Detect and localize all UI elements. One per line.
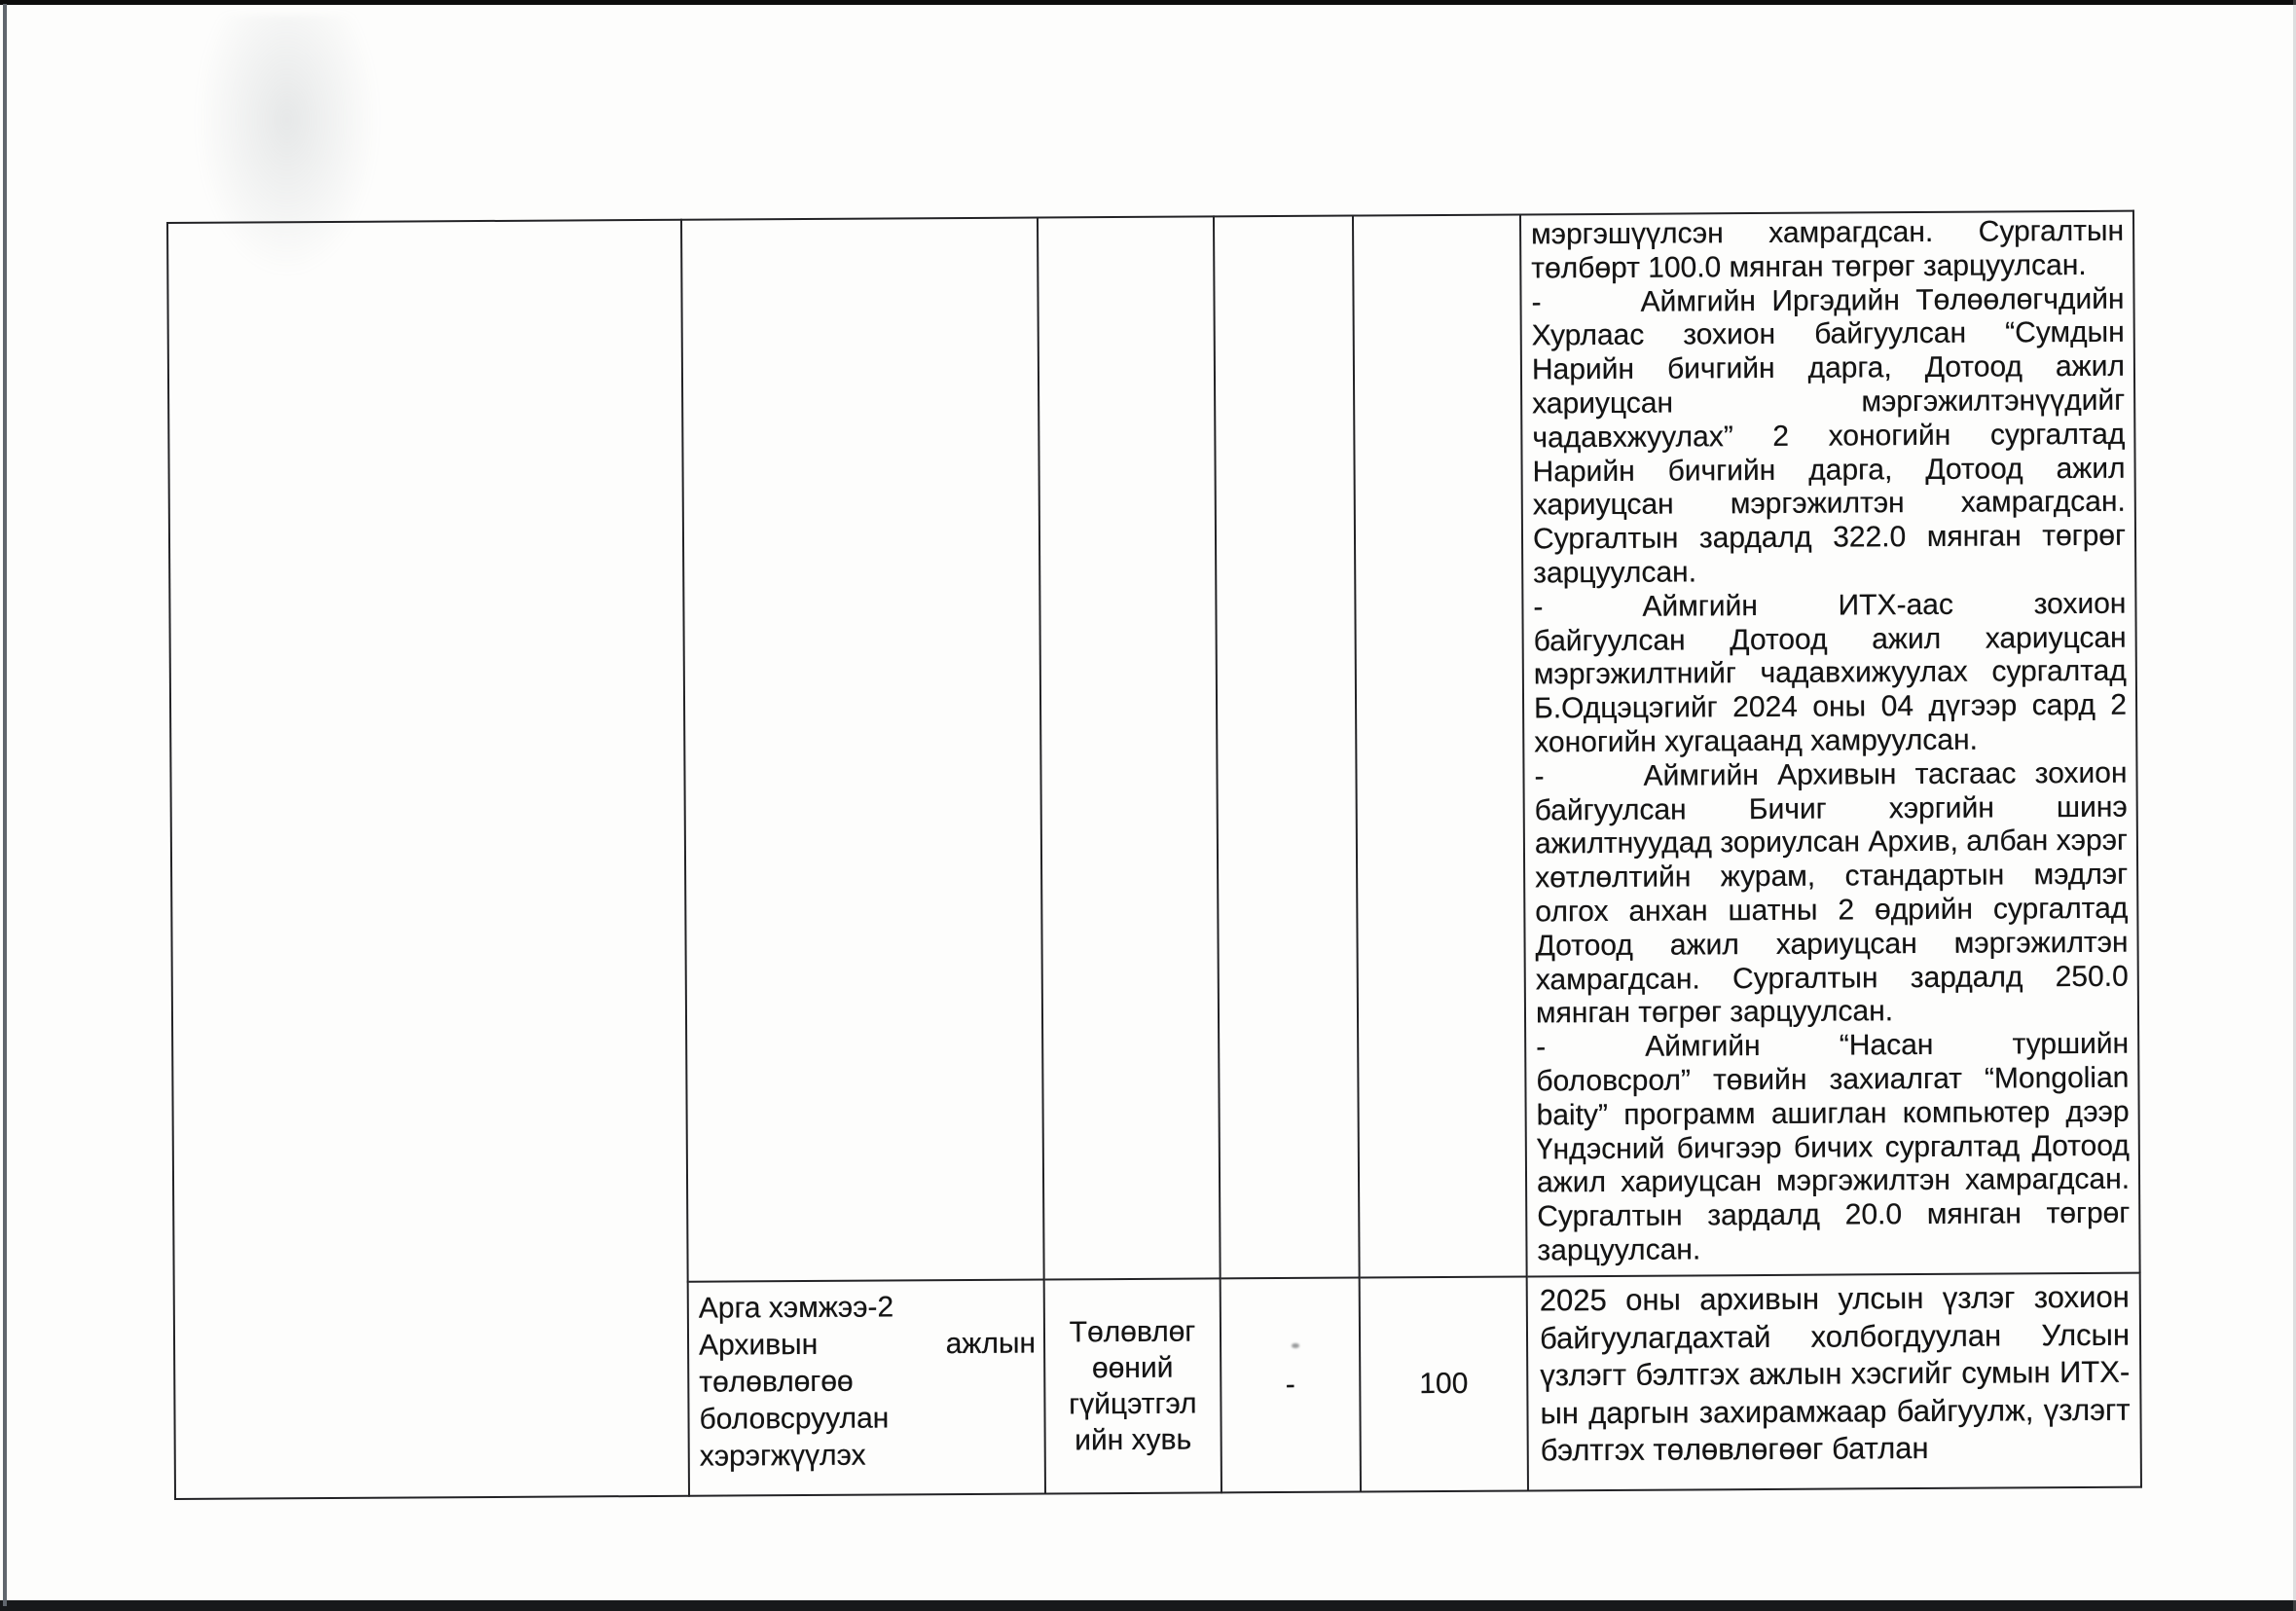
cell-implementation-details: 2025 оны архивын улсын үзлэг зохион байгуулагдахтай холбогдуулан Улсын үзлэгт бэлтгэх ажлын хэсгийг сумын ИТХ-ын даргын захирамжаар байгуулж, үзлэгт бэлтгэх төлөвлөгөөг батлан [1527,1273,2141,1491]
cell-empty-result [1353,215,1527,1278]
bullet-dash: - [1536,1031,1547,1064]
cell-implementation-details [1520,211,2140,1277]
bullet-dash: - [1534,760,1545,793]
cell-activity-name: Арга хэмжээ-2 Архивын ажлын төлөвлөгөө боловсруулан хэрэгжүүлэх [688,1280,1045,1496]
scan-edge-top [0,0,2296,5]
cell-target-value: - [1221,1278,1361,1493]
cell-empty-target [1214,216,1360,1279]
paragraph-intro: мэргэшүүлсэн хамрагдсан. Сургалтын төлбөрт 100.0 мянган төгрөг зарцуулсан. [1531,214,2125,285]
bullet-paragraph [1536,1028,2130,1268]
bullet-dash: - [1531,285,1542,319]
scan-edge-left [3,4,7,1606]
bullet-text: Аймгийн Иргэдийн Төлөөлөгчдийн Хурлаас зохион байгуулсан “Сумдын Нарийн бичгийн дарга, Дотоод ажил хариуцсан мэргэжилтэнүүдийг чадавхжуулах” 2 хоногийн сургалтад Нарийн бичгийн дарга, Дотоод ажил хариуцсан мэргэжилтэн хамрагдсан. Сургалтын зардалд 322.0 мянган төгрөг зарцуулсан. [1531,282,2127,590]
cell-indicator-name: Төлөвлөг өөний гүйцэтгэл ийн хувь [1044,1278,1221,1493]
bullet-text: Аймгийн ИТХ-аас зохион байгуулсан Дотоод ажил хариуцсан мэргэжилтнийг чадавхижуулах сургалтад Б.Одцэцэгийг 2024 оны 04 дүгээр сард 2 хоногийн хугацаанд хамруулсан. [1533,587,2128,759]
bullet-paragraph [1533,587,2127,760]
bullet-text: Аймгийн “Насан туршийн боловсрол” төвийн захиалгат “Mongolian baity” программ ашиглан компьютер дээр Үндэсний бичгээр бичих сургалтад Дотоод ажил хариуцсан мэргэжилтэн хамрагдсан. Сургалтын зардалд 20.0 мянган төгрөг зарцуулсан. [1536,1027,2131,1267]
cell-empty-left-column [167,220,689,1499]
table-row [167,211,2140,1285]
bullet-text: Аймгийн Архивын тасгаас зохион байгуулсан Бичиг хэргийн шинэ ажилтнуудад зориулсан Архив, албан хэрэг хөтлөлтийн журам, стандартын мэдлэг олгох анхан шатны 2 өдрийн сургалтад Дотоод ажил хариуцсан мэргэжилтэн хамрагдсан. Сургалтын зардалд 250.0 мянган төгрөг зарцуулсан. [1534,756,2129,1030]
cell-empty-activity [681,218,1044,1282]
cell-empty-indicator [1038,216,1221,1279]
bullet-dash: - [1533,591,1544,624]
cell-result-value: 100 [1360,1276,1528,1491]
bullet-paragraph [1534,756,2129,1031]
report-table [166,210,2142,1500]
bullet-paragraph [1531,282,2126,591]
scan-edge-bottom [0,1600,2296,1611]
